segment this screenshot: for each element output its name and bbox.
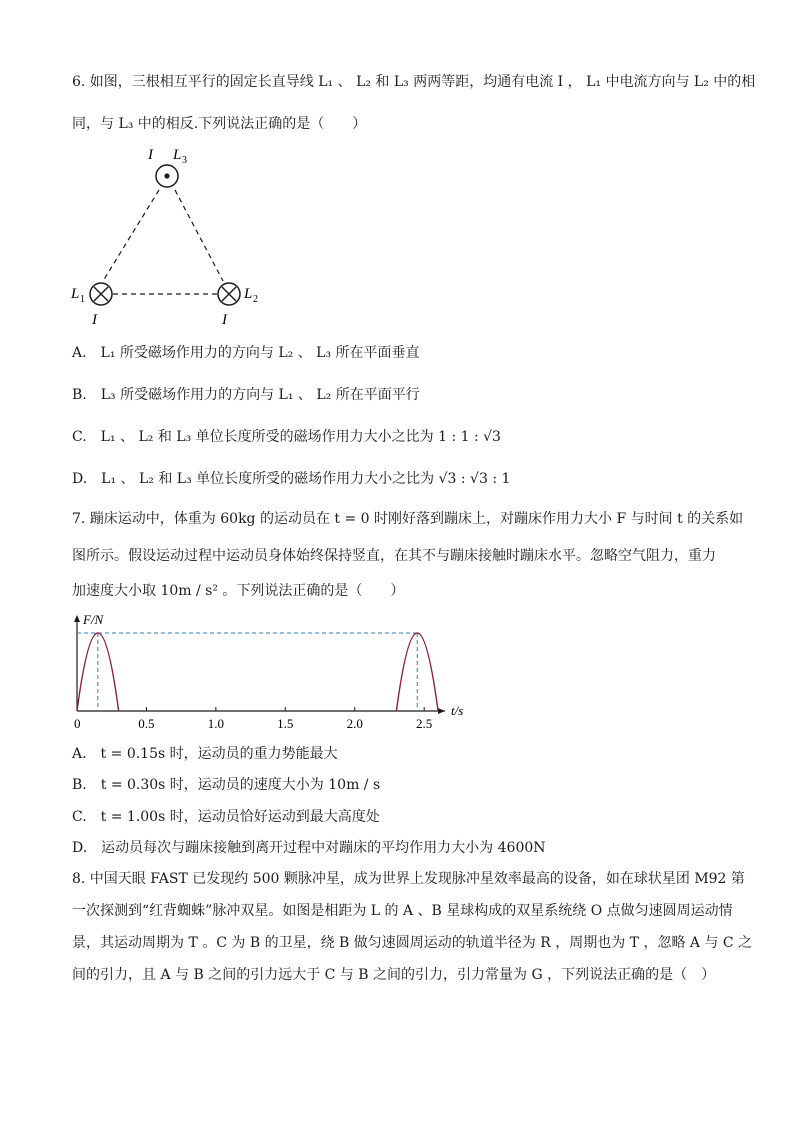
- q7-option-d: D. 运动员每次与蹦床接触到离开过程中对蹦床的平均作用力大小为 4600N: [72, 840, 546, 856]
- origin-label: 0: [74, 716, 81, 731]
- q6-option-a: A. L₁ 所受磁场作用力的方向与 L₂ 、 L₃ 所在平面垂直: [72, 345, 420, 361]
- q7-option-b: B. t = 0.30s 时，运动员的速度大小为 10m / s: [72, 777, 381, 793]
- x-tick-label: 2.0: [346, 716, 363, 731]
- l1-current-label: I: [92, 312, 97, 328]
- wire-l2-cross-icon: [218, 283, 240, 305]
- q7-stem-line-3: 加速度大小取 10m / s² 。下列说法正确的是（ ）: [72, 583, 405, 599]
- x-tick-label: 1.0: [207, 716, 224, 731]
- y-axis-arrow-icon: [74, 615, 80, 622]
- q6-stem-line-2: 同，与 L₃ 中的相反.下列说法正确的是（ ）: [72, 116, 367, 132]
- x-axis-label: t/s: [451, 703, 464, 718]
- q6-option-c: C. L₁ 、 L₂ 和 L₃ 单位长度所受的磁场作用力大小之比为 1 : 1 : √3: [72, 429, 501, 445]
- wire-l3-dot-icon: [156, 165, 178, 187]
- l3-subscript: 3: [182, 155, 187, 166]
- q7-option-c: C. t = 1.00s 时，运动员恰好运动到最大高度处: [72, 809, 380, 825]
- q6-stem-line-1: 6. 如图，三根相互平行的固定长直导线 L₁ 、 L₂ 和 L₃ 两两等距，均通有电流 I ， L₁ 中电流方向与 L₂ 中的相: [72, 74, 756, 90]
- l1-subscript: 1: [80, 294, 85, 305]
- force-time-chart: [60, 608, 480, 738]
- l2-current-label: I: [222, 312, 227, 328]
- q8-stem-line-2: 一次探测到“红背蜘蛛”脉冲双星。如图是相距为 L 的 A 、B 星球构成的双星系统绕 O 点做匀速圆周运动情: [72, 903, 733, 919]
- q6-option-d: D. L₁ 、 L₂ 和 L₃ 单位长度所受的磁场作用力大小之比为 √3 : √3 : 1: [72, 471, 511, 487]
- x-tick-label: 0.5: [138, 716, 155, 731]
- x-tick-label: 2.5: [416, 716, 433, 731]
- q7-option-a: A. t = 0.15s 时，运动员的重力势能最大: [72, 746, 338, 762]
- l1-label: L: [71, 286, 80, 302]
- l2-label: L: [244, 286, 253, 302]
- q8-stem-line-1: 8. 中国天眼 FAST 已发现约 500 颗脉冲星，成为世界上发现脉冲星效率最高的设备，如在球状星团 M92 第: [72, 871, 745, 887]
- q6-option-b: B. L₃ 所受磁场作用力的方向与 L₁ 、 L₂ 所在平面平行: [72, 387, 420, 403]
- q7-stem-line-1: 7. 蹦床运动中，体重为 60kg 的运动员在 t = 0 时刚好落到蹦床上，对蹦床作用力大小 F 与时间 t 的关系如: [72, 511, 744, 527]
- q7-stem-line-2: 图所示。假设运动过程中运动员身体始终保持竖直，在其不与蹦床接触时蹦床水平。忽略空气阻力，重力: [72, 548, 716, 564]
- q8-stem-line-4: 间的引力，且 A 与 B 之间的引力远大于 C 与 B 之间的引力，引力常量为 G ，下列说法正确的是（ ）: [72, 967, 716, 983]
- q8-stem-line-3: 景，其运动周期为 T 。C 为 B 的卫星，绕 B 做匀速圆周运动的轨道半径为 R ，周期也为 T ，忽略 A 与 C 之: [72, 935, 753, 951]
- l3-label: L: [173, 147, 182, 163]
- y-axis-label: F/N: [83, 612, 104, 627]
- l3-current-label: I: [148, 147, 153, 163]
- l2-subscript: 2: [253, 294, 258, 305]
- x-tick-label: 1.5: [277, 716, 294, 731]
- wire-triangle-figure: [60, 140, 280, 330]
- wire-l1-cross-icon: [90, 283, 112, 305]
- x-axis-arrow-icon: [438, 708, 445, 714]
